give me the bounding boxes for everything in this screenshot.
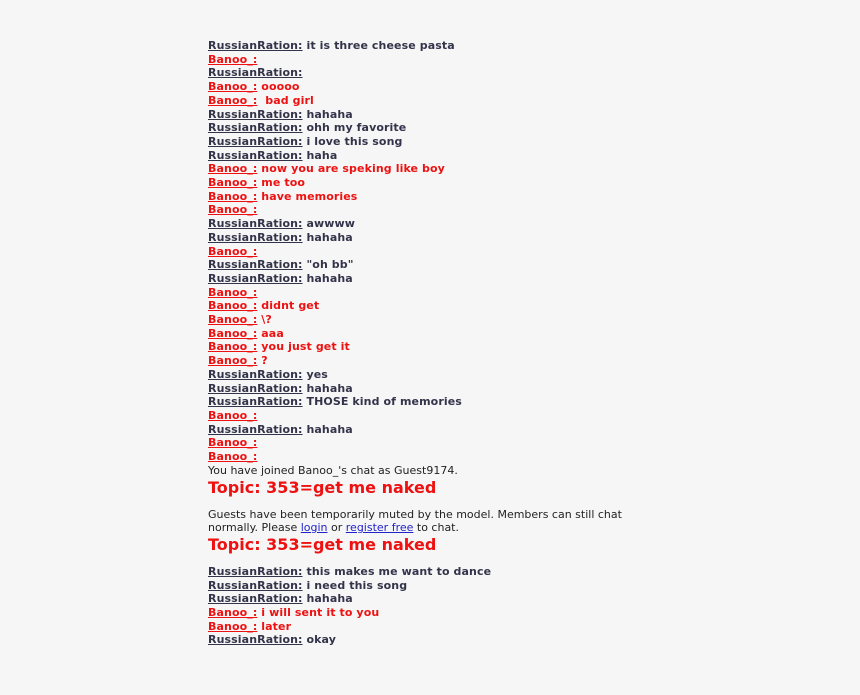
message-text: awwww xyxy=(302,217,356,231)
username-russianration[interactable]: RussianRation: xyxy=(208,271,303,285)
username-russianration[interactable]: RussianRation: xyxy=(208,107,303,121)
username-banoo[interactable]: Banoo_: xyxy=(208,436,258,450)
chat-message xyxy=(208,395,668,409)
chat-message xyxy=(208,231,668,245)
username-russianration[interactable]: RussianRation: xyxy=(208,258,303,272)
muted-notice-suffix: to chat. xyxy=(413,521,459,535)
message-list-after xyxy=(208,565,668,647)
chat-message xyxy=(208,633,668,647)
muted-notice-text: Guests have been temporarily muted by the model. Members can still chat normally. Please xyxy=(208,507,622,535)
chat-message xyxy=(208,409,668,423)
username-banoo[interactable]: Banoo_: xyxy=(208,619,258,633)
chat-message xyxy=(208,313,668,327)
chat-message xyxy=(208,354,668,368)
message-text: \? xyxy=(257,313,272,327)
username-banoo[interactable]: Banoo_: xyxy=(208,326,258,340)
chat-message xyxy=(208,162,668,176)
chat-message xyxy=(208,108,668,122)
message-text: this makes me want to dance xyxy=(302,564,492,578)
message-text: now you are speking like boy xyxy=(257,162,445,176)
chat-message xyxy=(208,436,668,450)
message-text: ? xyxy=(257,354,268,368)
chat-message xyxy=(208,39,668,53)
username-russianration[interactable]: RussianRation: xyxy=(208,217,303,231)
message-text: you just get it xyxy=(257,340,350,354)
username-banoo[interactable]: Banoo_: xyxy=(208,354,258,368)
username-russianration[interactable]: RussianRation: xyxy=(208,395,303,409)
topic-heading-repeat: Topic: 353=get me naked xyxy=(208,534,437,554)
username-russianration[interactable]: RussianRation: xyxy=(208,633,303,647)
message-text: ohh my favorite xyxy=(302,121,407,135)
chat-message xyxy=(208,121,668,135)
chat-message xyxy=(208,299,668,313)
message-text: me too xyxy=(257,176,306,190)
chat-message xyxy=(208,450,668,464)
username-russianration[interactable]: RussianRation: xyxy=(208,592,303,606)
username-banoo[interactable]: Banoo_: xyxy=(208,176,258,190)
chat-message xyxy=(208,606,668,620)
username-banoo[interactable]: Banoo_: xyxy=(208,450,258,464)
chat-message xyxy=(208,368,668,382)
join-notice: You have joined Banoo_'s chat as Guest9174. xyxy=(208,463,458,477)
chat-message xyxy=(208,53,668,67)
message-text: hahaha xyxy=(302,422,353,436)
username-banoo[interactable]: Banoo_: xyxy=(208,313,258,327)
chat-message xyxy=(208,272,668,286)
username-russianration[interactable]: RussianRation: xyxy=(208,66,303,80)
message-text: okay xyxy=(302,633,336,647)
chat-message xyxy=(208,176,668,190)
message-list-before xyxy=(208,39,668,464)
username-russianration[interactable]: RussianRation: xyxy=(208,564,303,578)
username-banoo[interactable]: Banoo_: xyxy=(208,203,258,217)
message-text: THOSE kind of memories xyxy=(302,395,462,409)
username-russianration[interactable]: RussianRation: xyxy=(208,422,303,436)
username-banoo[interactable]: Banoo_: xyxy=(208,162,258,176)
username-banoo[interactable]: Banoo_: xyxy=(208,408,258,422)
chat-message xyxy=(208,203,668,217)
chat-message xyxy=(208,217,668,231)
message-text: i love this song xyxy=(302,134,403,148)
message-text: bad girl xyxy=(257,93,314,107)
username-russianration[interactable]: RussianRation: xyxy=(208,39,303,52)
chat-message xyxy=(208,423,668,437)
chat-message xyxy=(208,190,668,204)
message-text: hahaha xyxy=(302,107,353,121)
topic-heading: Topic: 353=get me naked xyxy=(208,477,437,497)
username-banoo[interactable]: Banoo_: xyxy=(208,93,258,107)
chat-message xyxy=(208,80,668,94)
chat-message xyxy=(208,135,668,149)
username-russianration[interactable]: RussianRation: xyxy=(208,121,303,135)
username-banoo[interactable]: Banoo_: xyxy=(208,299,258,313)
chat-message xyxy=(208,286,668,300)
username-banoo[interactable]: Banoo_: xyxy=(208,340,258,354)
username-russianration[interactable]: RussianRation: xyxy=(208,230,303,244)
chat-message xyxy=(208,258,668,272)
message-text: hahaha xyxy=(302,230,353,244)
message-text: haha xyxy=(302,148,338,162)
register-link[interactable]: register free xyxy=(345,521,414,535)
message-text: ooooo xyxy=(257,80,300,94)
username-banoo[interactable]: Banoo_: xyxy=(208,285,258,299)
chat-message xyxy=(208,327,668,341)
username-russianration[interactable]: RussianRation: xyxy=(208,134,303,148)
username-russianration[interactable]: RussianRation: xyxy=(208,367,303,381)
message-text: hahaha xyxy=(302,381,353,395)
chat-message xyxy=(208,579,668,593)
message-text: later xyxy=(257,619,292,633)
message-text: didnt get xyxy=(257,299,320,313)
chat-message xyxy=(208,620,668,634)
message-text: hahaha xyxy=(302,271,353,285)
message-text: hahaha xyxy=(302,592,353,606)
chat-message xyxy=(208,94,668,108)
chat-message xyxy=(208,245,668,259)
username-banoo[interactable]: Banoo_: xyxy=(208,52,258,66)
username-banoo[interactable]: Banoo_: xyxy=(208,189,258,203)
message-text: i need this song xyxy=(302,578,408,592)
muted-notice xyxy=(208,508,668,535)
chat-message xyxy=(208,382,668,396)
username-russianration[interactable]: RussianRation: xyxy=(208,578,303,592)
message-text: it is three cheese pasta xyxy=(302,39,455,52)
username-banoo[interactable]: Banoo_: xyxy=(208,80,258,94)
username-banoo[interactable]: Banoo_: xyxy=(208,606,258,620)
chat-message xyxy=(208,340,668,354)
message-text: have memories xyxy=(257,189,358,203)
chat-log xyxy=(208,39,668,647)
muted-notice-or: or xyxy=(327,521,346,535)
message-text: yes xyxy=(302,367,328,381)
message-text: i will sent it to you xyxy=(257,606,380,620)
chat-message xyxy=(208,565,668,579)
username-russianration[interactable]: RussianRation: xyxy=(208,381,303,395)
message-text: aaa xyxy=(257,326,284,340)
login-link[interactable]: login xyxy=(300,521,328,535)
username-banoo[interactable]: Banoo_: xyxy=(208,244,258,258)
chat-message xyxy=(208,149,668,163)
chat-message xyxy=(208,66,668,80)
chat-message xyxy=(208,592,668,606)
message-text: "oh bb" xyxy=(302,258,354,272)
username-russianration[interactable]: RussianRation: xyxy=(208,148,303,162)
